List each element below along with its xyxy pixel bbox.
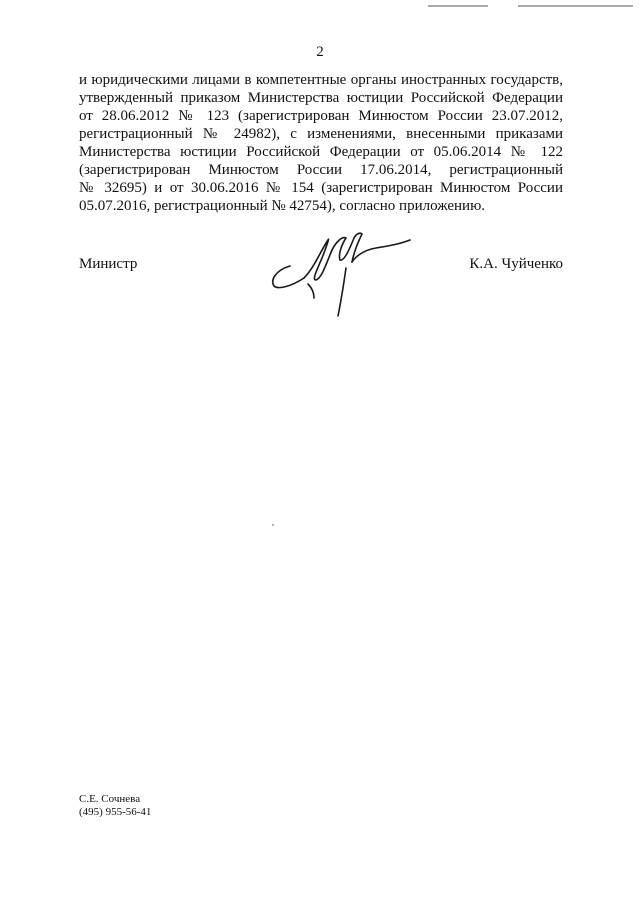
position-label: Министр (79, 256, 138, 272)
body-line: (зарегистрирован Минюстом России 17.06.2014, регистрационный (79, 162, 563, 178)
body-paragraph (79, 71, 563, 215)
executor-info (79, 793, 151, 819)
body-line: Министерства юстиции Российской Федерации от 05.06.2014 № 122 (79, 144, 563, 160)
signer-name: К.А. Чуйченко (469, 256, 563, 272)
executor-name: С.Е. Сочнева (79, 793, 141, 805)
body-line: № 32695) и от 30.06.2016 № 154 (зарегистрирован Минюстом России (79, 180, 563, 196)
page-number: 2 (316, 44, 324, 60)
body-line: регистрационный № 24982), с изменениями, внесенными приказами (79, 126, 563, 142)
handwritten-signature-icon (268, 228, 418, 320)
scan-edge-mark (428, 4, 633, 8)
body-line: 05.07.2016, регистрационный № 42754), согласно приложению. (79, 198, 486, 214)
executor-phone: (495) 955-56-41 (79, 806, 152, 818)
body-line: от 28.06.2012 № 123 (зарегистрирован Минюстом России 23.07.2012, (79, 108, 563, 124)
scan-dot (272, 524, 274, 526)
body-line: и юридическими лицами в компетентные органы иностранных государств, (79, 72, 563, 88)
body-line: утвержденный приказом Министерства юстиции Российской Федерации (79, 90, 563, 106)
